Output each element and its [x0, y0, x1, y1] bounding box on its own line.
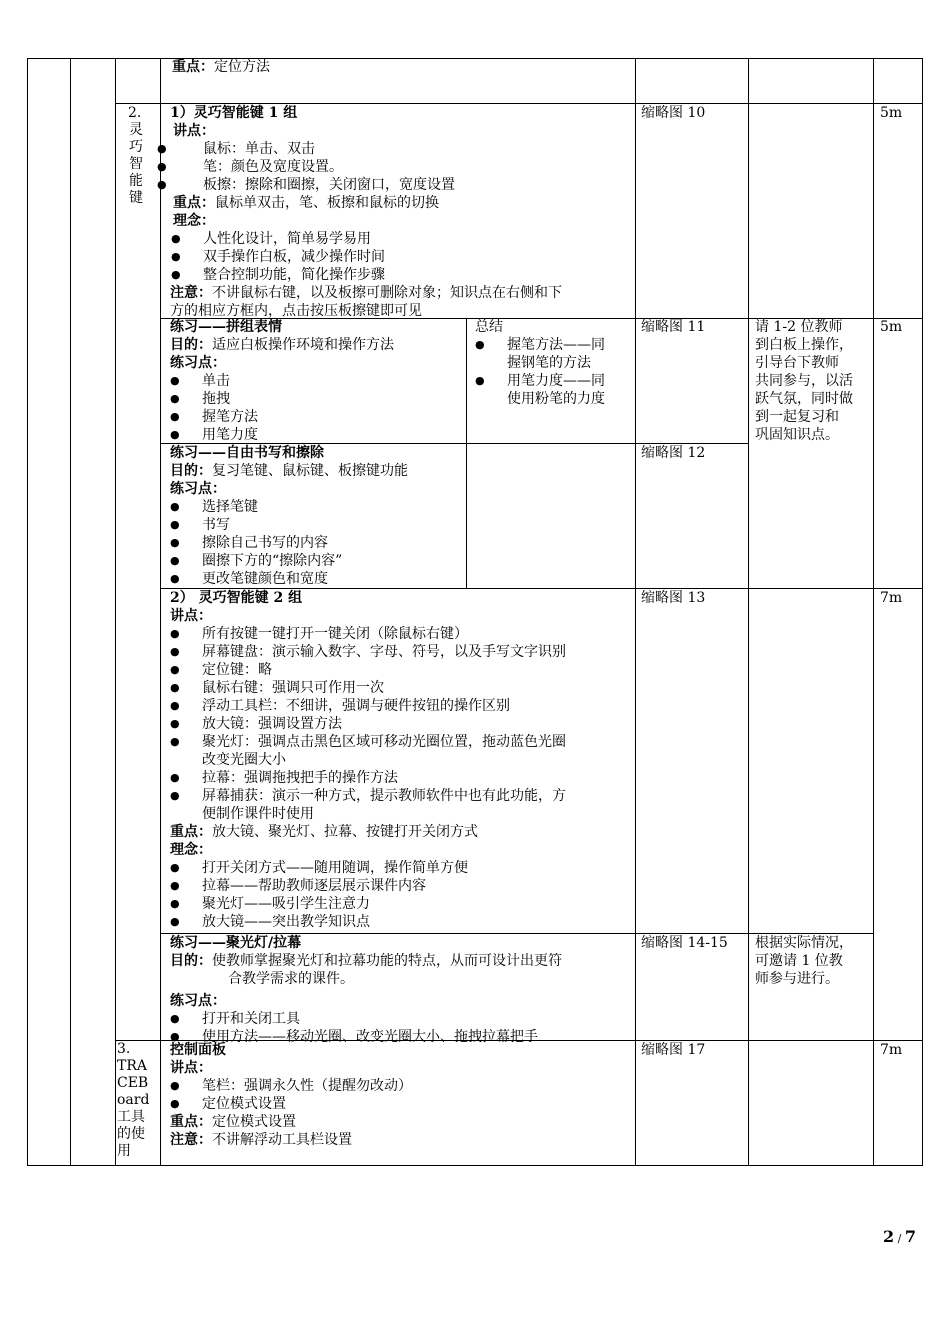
- note-text: 不讲解浮动工具栏设置: [212, 1132, 352, 1148]
- current-page: 2: [883, 1227, 895, 1246]
- talk-label: 讲点：: [170, 608, 212, 624]
- summary-label: 总结: [475, 319, 503, 335]
- teacher-remark: 请 1-2 位教师 到白板上操作， 引导台下教师 共同参与，以活 跃气氛，同时做 到一起复习和 巩固知识点。: [755, 319, 853, 443]
- points-label: 练习点：: [170, 993, 226, 1009]
- thumbnail-ref: 缩略图 17: [641, 1042, 706, 1058]
- list-item: ● 圈擦下方的“擦除内容”: [170, 552, 462, 570]
- thumbnail-ref: 缩略图 12: [641, 445, 706, 461]
- thumbnail-ref: 缩略图 14-15: [641, 935, 728, 951]
- thumbnail-ref: 缩略图 13: [641, 590, 706, 606]
- emphasis-label: 重点：: [173, 195, 215, 211]
- list-item: ● 屏幕捕获：演示一种方式，提示教师软件中也有此功能，方: [170, 787, 632, 805]
- emphasis-text: 定位方法: [214, 59, 270, 75]
- duration: 5m: [880, 319, 903, 335]
- list-item: ● 书写: [170, 516, 462, 534]
- emphasis-label: 重点：: [170, 1114, 212, 1130]
- list-item: ● 所有按键一键打开一键关闭（除鼠标右键）: [170, 625, 632, 643]
- list-item: ● 用笔力度: [170, 426, 462, 444]
- list-item: ● 放大镜：强调设置方法: [170, 715, 632, 733]
- group-1-heading: 1）灵巧智能键 1 组: [170, 105, 298, 121]
- control-panel-heading: 控制面板: [170, 1042, 226, 1058]
- purpose-label: 目的：: [170, 463, 212, 479]
- list-item: ● 定位模式设置: [170, 1095, 632, 1113]
- group-2-heading: 2） 灵巧智能键 2 组: [170, 590, 303, 606]
- top-emphasis: [172, 58, 270, 76]
- list-item: ● 笔：颜色及宽度设置。: [165, 158, 631, 176]
- emphasis-text: 鼠标单双击，笔、板擦和鼠标的切换: [215, 195, 439, 211]
- note-label: 注意：: [170, 285, 212, 301]
- exercise-3-content: 练习——聚光灯/拉幕 目的：使教师掌握聚光灯和拉幕功能的特点，从而可设计出更符 合教学需求的课件。 练习点： ● 打开和关闭工具 ● 使用方法——移动光圈、改变光圈大小、拖拽拉幕把手: [170, 934, 632, 1046]
- list-item: ● 聚光灯：强调点击黑色区域可移动光圈位置，拖动蓝色光圈: [170, 733, 632, 751]
- purpose-text: 使教师掌握聚光灯和拉幕功能的特点，从而可设计出更符: [212, 953, 562, 969]
- list-item: ● 擦除自己书写的内容: [170, 534, 462, 552]
- duration: 7m: [880, 1042, 903, 1058]
- note-text: 不讲鼠标右键，以及板擦可删除对象；知识点在右侧和下: [212, 285, 562, 301]
- list-item: ● 板擦：擦除和圈擦，关闭窗口，宽度设置: [165, 176, 631, 194]
- list-item: ● 打开关闭方式——随用随调，操作简单方便: [170, 859, 632, 877]
- emphasis-label: 重点：: [170, 824, 212, 840]
- total-pages: 7: [904, 1227, 916, 1246]
- list-item: ● 用笔力度——同: [475, 372, 633, 390]
- exercise-1-summary: 总结 ● 握笔方法——同 握钢笔的方法 ● 用笔力度——同 使用粉笔的力度: [475, 318, 633, 408]
- list-item: ● 浮动工具栏：不细讲，强调与硬件按钮的操作区别: [170, 697, 632, 715]
- list-item: ● 双手操作白板，减少操作时间: [171, 248, 631, 266]
- list-item: ● 使用方法——移动光圈、改变光圈大小、拖拽拉幕把手: [170, 1028, 632, 1046]
- list-item: ● 拖拽: [170, 390, 462, 408]
- list-item: ● 打开和关闭工具: [170, 1010, 632, 1028]
- concept-label: 理念：: [173, 213, 215, 229]
- section-2-title: 灵 巧 智 能 键: [129, 122, 143, 206]
- purpose-label: 目的：: [170, 953, 212, 969]
- talk-label: 讲点：: [170, 1060, 212, 1076]
- section-3-content: [170, 1041, 632, 1149]
- points-label: 练习点：: [170, 481, 226, 497]
- group-2-content: 2） 灵巧智能键 2 组 讲点： ● 所有按键一键打开一键关闭（除鼠标右键） ● 屏幕键盘：演示输入数字、字母、符号，以及手写文字识别 ● 定位键：略 ● 鼠标右键：强调只可作用一次 ● 浮动工具栏：不细讲，强调与硬件按钮的操作区别 ● 放大镜：强调设置方法 ● 聚光灯：强调点击黑色区域可移动光圈位置，拖动蓝色光圈 改变光圈大小 ● 拉幕：强调拖拽把手的操作方法 ● 屏幕捕获：演示一种方式，提示教师软件中也有此功能，方 便制作课件时使用 重点：放大镜、聚光灯、拉幕、按键打开关闭方式 理念： ● 打开关闭方式——随用随调，操作简单方便 ● 拉幕——帮助教师逐层展示课件内容 ● 聚光灯——吸引学生注意力 ● 放大镜——突出教学知识点: [170, 589, 632, 931]
- list-item: ● 握笔方法——同: [475, 336, 633, 354]
- teacher-remark: 根据实际情况， 可邀请 1 位教 师参与进行。: [755, 935, 853, 987]
- points-label: 练习点：: [170, 355, 226, 371]
- purpose-label: 目的：: [170, 337, 212, 353]
- list-item: ● 聚光灯——吸引学生注意力: [170, 895, 632, 913]
- emphasis-label: 重点：: [172, 59, 214, 75]
- concept-label: 理念：: [170, 842, 212, 858]
- emphasis-text: 放大镜、聚光灯、拉幕、按键打开关闭方式: [212, 824, 478, 840]
- purpose-text: 复习笔键、鼠标键、板擦键功能: [212, 463, 408, 479]
- note-label: 注意：: [170, 1132, 212, 1148]
- list-item: ● 定位键：略: [170, 661, 632, 679]
- section-2-number: 2.: [128, 105, 142, 121]
- exercise-1-content: [170, 318, 462, 444]
- emphasis-text: 定位模式设置: [212, 1114, 296, 1130]
- exercise-title: 练习——聚光灯/拉幕: [170, 935, 302, 951]
- talk-label: 讲点：: [173, 123, 215, 139]
- list-item: ● 拉幕：强调拖拽把手的操作方法: [170, 769, 632, 787]
- list-item: ● 更改笔键颜色和宽度: [170, 570, 462, 588]
- thumbnail-ref: 缩略图 11: [641, 319, 706, 335]
- section-3-title: 3. TRA CEB oard 工具 的使 用: [117, 1041, 150, 1159]
- thumbnail-ref: 缩略图 10: [641, 105, 706, 121]
- list-item: ● 选择笔键: [170, 498, 462, 516]
- list-item: ● 握笔方法: [170, 408, 462, 426]
- page-number: 2 / 7: [883, 1227, 916, 1246]
- exercise-title: 练习——拼组表情: [170, 319, 282, 335]
- exercise-2-content: [170, 444, 462, 588]
- purpose-text: 适应白板操作环境和操作方法: [212, 337, 394, 353]
- note-text-cont: 方的相应方框内，点击按压板擦键即可见: [170, 303, 422, 319]
- list-item: ● 屏幕键盘：演示输入数字、字母、符号，以及手写文字识别: [170, 643, 632, 661]
- list-item: ● 放大镜——突出教学知识点: [170, 913, 632, 931]
- group-1-content: [165, 104, 631, 320]
- list-item: ● 拉幕——帮助教师逐层展示课件内容: [170, 877, 632, 895]
- exercise-title: 练习——自由书写和擦除: [170, 445, 324, 461]
- list-item: ● 人性化设计，简单易学易用: [171, 230, 631, 248]
- list-item: ● 鼠标右键：强调只可作用一次: [170, 679, 632, 697]
- list-item: ● 笔栏：强调永久性（提醒勿改动）: [170, 1077, 632, 1095]
- duration: 5m: [880, 105, 903, 121]
- list-item: ● 鼠标：单击、双击: [165, 140, 631, 158]
- list-item: ● 单击: [170, 372, 462, 390]
- duration: 7m: [880, 590, 903, 606]
- list-item: ● 整合控制功能，简化操作步骤: [171, 266, 631, 284]
